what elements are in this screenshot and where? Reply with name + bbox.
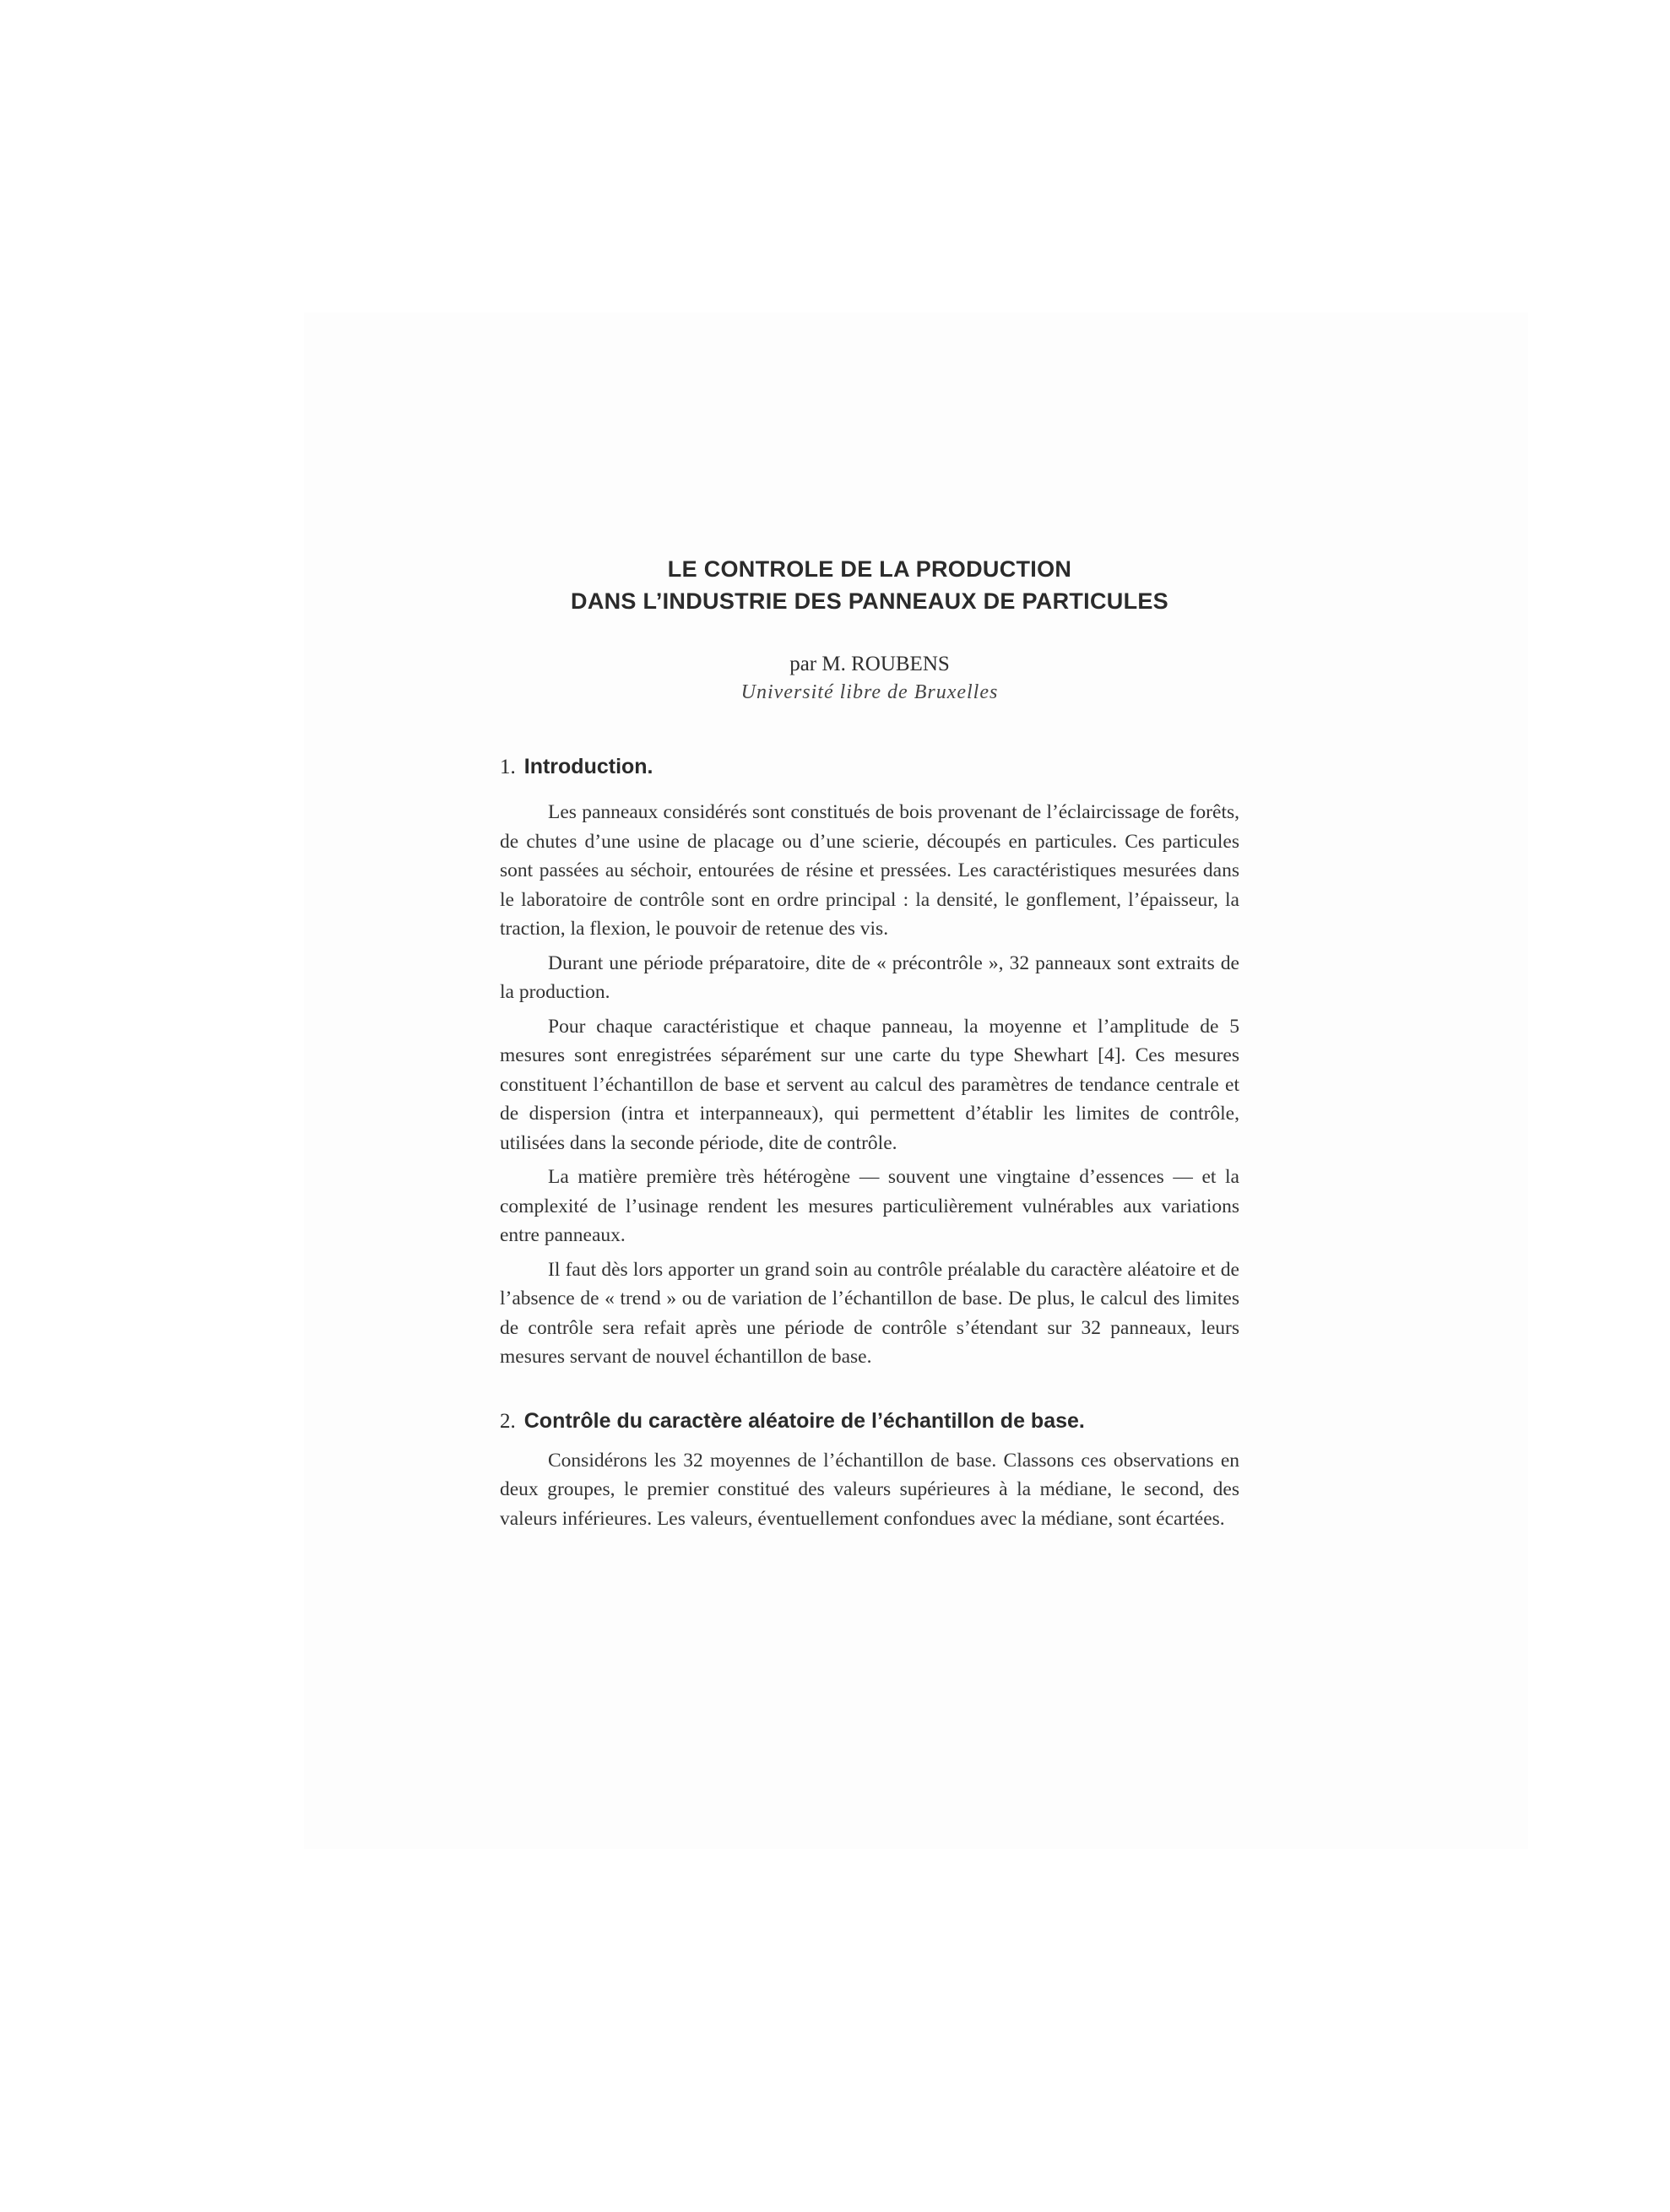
title-line-2: DANS L’INDUSTRIE DES PANNEAUX DE PARTICULES — [571, 588, 1168, 614]
section-number: 1. — [500, 756, 516, 778]
article-body — [500, 553, 1239, 1533]
author-line: par M. ROUBENS — [789, 653, 950, 675]
section-heading — [500, 1407, 1239, 1435]
article-title — [500, 553, 1239, 617]
paragraph: Pour chaque caractéristique et chaque panneau, la moyenne et l’amplitude de 5 mesures sont enregistrées séparément sur une carte du type Shewhart [4]. Ces mesures constituent l’échantillon de base et servent au calcul des paramètres de tendance centrale et de dispersion (intra et interpanneaux), qui permettent d’établir les limites de contrôle, utilisées dans la seconde période, dite de contrôle. — [500, 1015, 1239, 1154]
paragraph: Les panneaux considérés sont constitués de bois provenant de l’éclaircissage de forêts, de chutes d’une usine de placage ou d’une scierie, découpés en particules. Ces particules sont passées au séchoir, entourées de résine et pressées. Les caractéristiques mesurées dans le laboratoire de contrôle sont en ordre principal : la densité, le gonflement, l’épaisseur, la traction, la flexion, le pouvoir de retenue des vis. — [500, 801, 1239, 940]
paragraph: Considérons les 32 moyennes de l’échantillon de base. Classons ces observations en deux groupes, le premier constitué des valeurs supérieures à la médiane, le second, des valeurs inférieures. Les valeurs, éventuellement confondues avec la médiane, sont écartées. — [500, 1449, 1239, 1530]
section-number: 2. — [500, 1409, 516, 1433]
paragraph: Il faut dès lors apporter un grand soin au contrôle préalable du caractère aléatoire et de l’absence de « trend » ou de variation de l’échantillon de base. De plus, le calcul des limites de contrôle sera refait après une période de contrôle s’étendant sur 32 panneaux, leurs mesures servant de nouvel échantillon de base. — [500, 1258, 1239, 1368]
section-introduction — [500, 753, 1239, 1372]
section-title: Introduction. — [523, 755, 653, 778]
paragraph: La matière première très hétérogène — souvent une vingtaine d’essences — et la complexité de l’usinage rendent les mesures particulièrement vulnérables aux variations entre panneaux. — [500, 1166, 1239, 1246]
section-heading — [500, 753, 1239, 781]
paragraph: Durant une période préparatoire, dite de « précontrôle », 32 panneaux sont extraits de la production. — [500, 951, 1239, 1003]
section-title: Contrôle du caractère aléatoire de l’échantillon de base. — [523, 1408, 1085, 1433]
title-line-1: LE CONTROLE DE LA PRODUCTION — [667, 556, 1072, 582]
section-randomness-control — [500, 1407, 1239, 1534]
author-affiliation: Université libre de Bruxelles — [740, 681, 999, 703]
